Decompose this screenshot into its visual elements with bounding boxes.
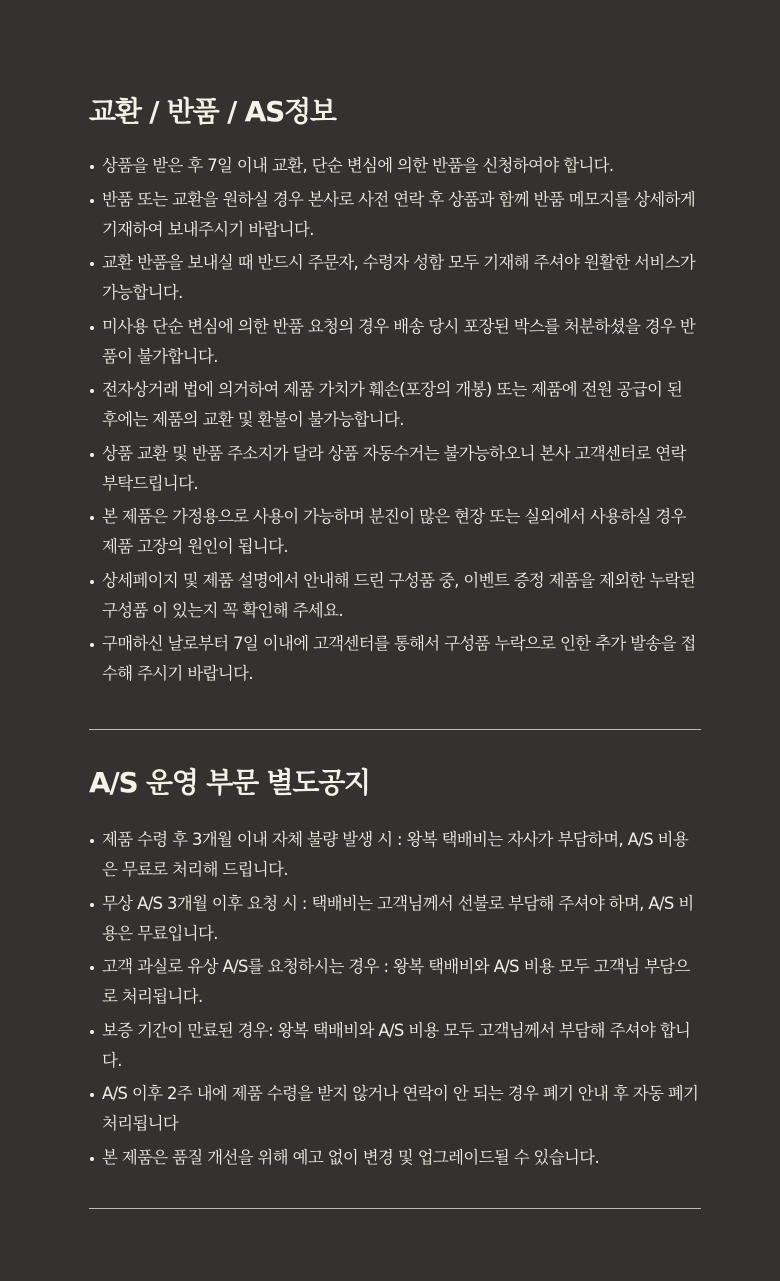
section-divider [89,729,701,730]
list-item: 고객 과실로 유상 A/S를 요청하시는 경우 : 왕복 택배비와 A/S 비용 모두 고객님 부담으로 처리됩니다. [89,952,701,1012]
list-item: 본 제품은 품질 개선을 위해 예고 없이 변경 및 업그레이드될 수 있습니다. [89,1143,701,1173]
list-item: 미사용 단순 변심에 의한 반품 요청의 경우 배송 당시 포장된 박스를 처분하셨을 경우 반품이 불가합니다. [89,312,701,372]
list-item: 교환 반품을 보내실 때 반드시 주문자, 수령자 성함 모두 기재해 주셔야 원활한 서비스가 가능합니다. [89,248,701,308]
list-item: 무상 A/S 3개월 이후 요청 시 : 택배비는 고객님께서 선불로 부담해 주셔야 하며, A/S 비용은 무료입니다. [89,889,701,949]
section-divider [89,1208,701,1209]
list-item: 본 제품은 가정용으로 사용이 가능하며 분진이 많은 현장 또는 실외에서 사용하실 경우 제품 고장의 원인이 됩니다. [89,502,701,562]
exchange-return-title: 교환 / 반품 / AS정보 [89,95,336,128]
list-item: 반품 또는 교환을 원하실 경우 본사로 사전 연락 후 상품과 함께 반품 메모지를 상세하게 기재하여 보내주시기 바랍니다. [89,185,701,245]
list-item: 전자상거래 법에 의거하여 제품 가치가 훼손(포장의 개봉) 또는 제품에 전원 공급이 된 후에는 제품의 교환 및 환불이 불가능합니다. [89,375,701,435]
as-notice-list [89,825,701,1176]
list-item: A/S 이후 2주 내에 제품 수령을 받지 않거나 연락이 안 되는 경우 폐기 안내 후 자동 폐기 처리됩니다 [89,1079,701,1139]
list-item: 보증 기간이 만료된 경우: 왕복 택배비와 A/S 비용 모두 고객님께서 부담해 주셔야 합니다. [89,1016,701,1076]
list-item: 제품 수령 후 3개월 이내 자체 불량 발생 시 : 왕복 택배비는 자사가 부담하며, A/S 비용은 무료로 처리해 드립니다. [89,825,701,885]
as-notice-title: A/S 운영 부문 별도공지 [89,766,370,799]
list-item: 구매하신 날로부터 7일 이내에 고객센터를 통해서 구성품 누락으로 인한 추가 발송을 접수해 주시기 바랍니다. [89,629,701,689]
list-item: 상품 교환 및 반품 주소지가 달라 상품 자동수거는 불가능하오니 본사 고객센터로 연락 부탁드립니다. [89,439,701,499]
exchange-return-list [89,151,701,693]
list-item: 상품을 받은 후 7일 이내 교환, 단순 변심에 의한 반품을 신청하여야 합니다. [89,151,701,181]
list-item: 상세페이지 및 제품 설명에서 안내해 드린 구성품 중, 이벤트 증정 제품을 제외한 누락된 구성품 이 있는지 꼭 확인해 주세요. [89,566,701,626]
